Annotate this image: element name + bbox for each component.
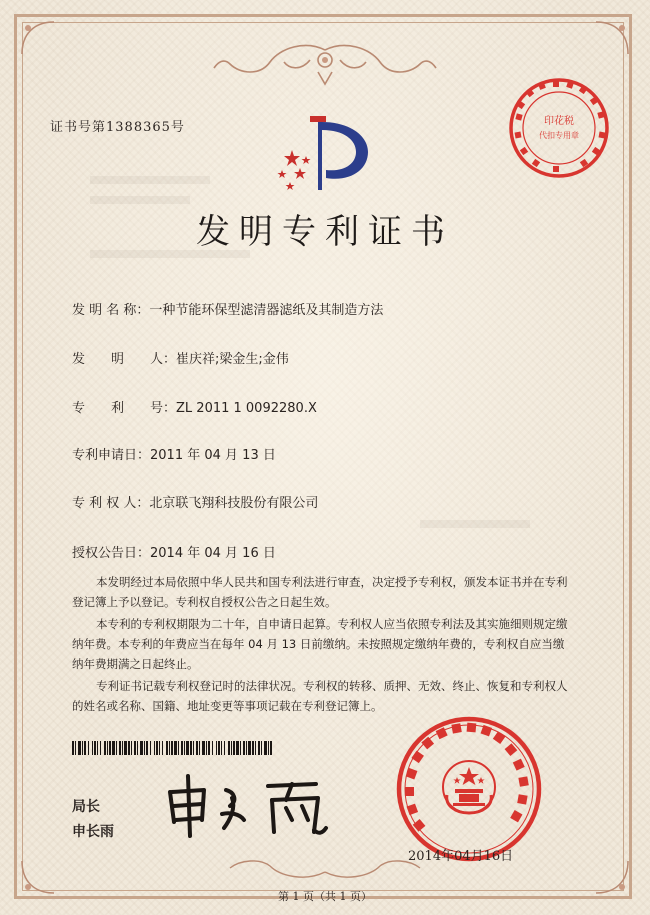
- corner-ornament-top-right: [592, 18, 632, 58]
- barcode-bar: [248, 741, 251, 755]
- barcode-bar: [109, 741, 111, 755]
- barcode-bar: [92, 741, 93, 755]
- barcode-bar: [159, 741, 160, 755]
- barcode-bar: [75, 741, 76, 755]
- barcode-bar: [186, 741, 189, 755]
- barcode-bar: [178, 741, 179, 755]
- field-label: 授权公告日：: [72, 546, 151, 561]
- director-name: 申长雨: [72, 824, 114, 840]
- barcode-bar: [231, 741, 232, 755]
- barcode-bar: [202, 741, 205, 755]
- barcode-bar: [270, 741, 272, 755]
- barcode-bar: [112, 741, 115, 755]
- barcode-bar: [199, 741, 200, 755]
- barcode-bar: [72, 741, 74, 755]
- barcode-bar: [206, 741, 207, 755]
- director-title: 局长: [72, 799, 100, 815]
- barcode-bar: [255, 741, 256, 755]
- page-footer: 第 1 页（共 1 页）: [278, 890, 372, 903]
- national-ip-office-seal-icon: [395, 715, 543, 863]
- svg-text:代扣专用章: 代扣专用章: [539, 131, 579, 140]
- certificate-number: 证书号第1388365号: [50, 120, 185, 135]
- barcode-bar: [174, 741, 177, 755]
- barcode-bar: [184, 741, 185, 755]
- barcode-icon: [72, 741, 272, 755]
- field-value: 2011 年 04 月 13 日: [150, 448, 276, 463]
- barcode-bar: [212, 741, 213, 755]
- barcode-bar: [264, 741, 267, 755]
- field-value: 崔庆祥;梁金生;金伟: [176, 352, 289, 367]
- printing-stamp-seal-icon: [507, 76, 612, 181]
- barcode-bar: [140, 741, 143, 755]
- certificate-body: [72, 572, 572, 718]
- barcode-bar: [150, 741, 151, 755]
- barcode-bar: [144, 741, 145, 755]
- top-ornament: [210, 40, 440, 90]
- field-patentee: [72, 492, 318, 511]
- barcode-bar: [97, 741, 98, 755]
- barcode-bar: [82, 741, 83, 755]
- field-application-date: [72, 444, 276, 463]
- barcode-bar: [162, 741, 163, 755]
- barcode-bar: [100, 741, 101, 755]
- field-value: ZL 2011 1 0092280.X: [176, 401, 317, 416]
- field-value: 2014 年 04 月 16 日: [150, 546, 276, 561]
- field-grant-date: [72, 542, 276, 561]
- body-paragraph: 本专利的专利权期限为二十年，自申请日起算。专利权人应当依照专利法及其实施细则规定缴纳年费。本专利的年费应当在每年 04 月 13 日前缴纳。未按照规定缴纳年费的，专利权自应当缴纳年费期满之日起终止。: [72, 617, 568, 671]
- field-patent-number: [72, 397, 317, 416]
- barcode-bar: [122, 741, 123, 755]
- barcode-bar: [258, 741, 260, 755]
- watermark-line: [90, 176, 210, 184]
- barcode-bar: [252, 741, 254, 755]
- barcode-bar: [261, 741, 262, 755]
- barcode-bar: [233, 741, 235, 755]
- field-label: 发 明 名 称：: [72, 303, 150, 318]
- field-inventors: [72, 348, 289, 367]
- barcode-bar: [243, 741, 245, 755]
- field-label: 专 利 号：: [72, 401, 177, 416]
- barcode-bar: [221, 741, 222, 755]
- barcode-bar: [154, 741, 155, 755]
- watermark-line: [420, 520, 530, 528]
- body-paragraph: 专利证书记载专利权登记时的法律状况。专利权的转移、质押、无效、终止、恢复和专利权人的姓名或名称、国籍、地址变更等事项记载在专利登记簿上。: [72, 679, 568, 713]
- barcode-bar: [181, 741, 183, 755]
- barcode-bar: [240, 741, 241, 755]
- seal-date: 2014年04月16日: [408, 849, 514, 864]
- barcode-bar: [166, 741, 168, 755]
- barcode-bar: [218, 741, 220, 755]
- barcode-bar: [193, 741, 194, 755]
- barcode-bar: [128, 741, 130, 755]
- barcode-bar: [228, 741, 230, 755]
- barcode-bar: [131, 741, 132, 755]
- barcode-bar: [190, 741, 192, 755]
- body-paragraph: 本发明经过本局依照中华人民共和国专利法进行审查，决定授予专利权，颁发本证书并在专利登记簿上予以登记。专利权自授权公告之日起生效。: [72, 575, 568, 609]
- barcode-bar: [116, 741, 117, 755]
- barcode-bar: [94, 741, 96, 755]
- barcode-bar: [137, 741, 138, 755]
- barcode-bar: [84, 741, 86, 755]
- director-signature-icon: [160, 770, 360, 840]
- barcode-bar: [146, 741, 148, 755]
- barcode-bar: [236, 741, 239, 755]
- barcode-bar: [104, 741, 106, 755]
- field-value: 一种节能环保型滤清器滤纸及其制造方法: [149, 303, 384, 318]
- barcode-bar: [156, 741, 158, 755]
- barcode-bar: [208, 741, 210, 755]
- corner-ornament-top-left: [18, 18, 58, 58]
- barcode-bar: [196, 741, 198, 755]
- certificate-title: 发明专利证书: [196, 212, 454, 252]
- barcode-bar: [169, 741, 170, 755]
- barcode-bar: [268, 741, 269, 755]
- barcode-bar: [216, 741, 217, 755]
- barcode-bar: [124, 741, 127, 755]
- field-value: 北京联飞翔科技股份有限公司: [149, 496, 319, 511]
- barcode-bar: [134, 741, 136, 755]
- barcode-bar: [78, 741, 81, 755]
- field-label: 发 明 人：: [72, 352, 177, 367]
- field-invention-name: [72, 299, 383, 318]
- barcode-bar: [224, 741, 225, 755]
- patent-office-emblem-icon: [270, 112, 380, 197]
- watermark-line: [90, 196, 190, 204]
- barcode-bar: [88, 741, 89, 755]
- field-label: 专利申请日：: [72, 448, 151, 463]
- field-label: 专 利 权 人：: [72, 496, 150, 511]
- barcode-bar: [119, 741, 121, 755]
- svg-text:印花税: 印花税: [544, 116, 574, 127]
- barcode-bar: [246, 741, 247, 755]
- barcode-bar: [107, 741, 108, 755]
- barcode-bar: [171, 741, 173, 755]
